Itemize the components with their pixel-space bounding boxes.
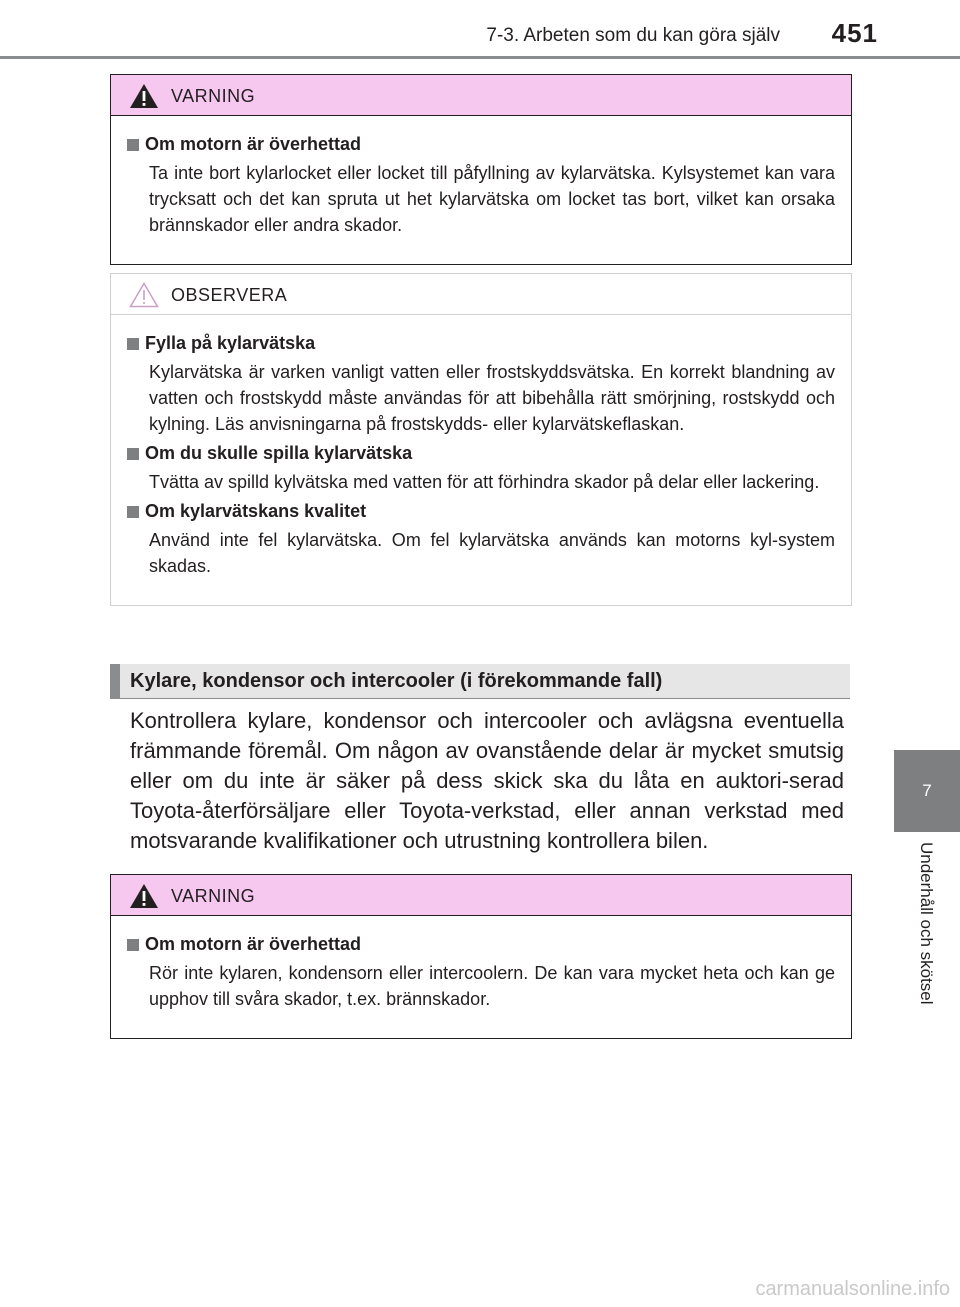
item-text: Ta inte bort kylarlocket eller locket till påfyllning av kylarvätska. Kylsystemet kan vara trycksatt och det kan spruta ut het kylarvätska om locket tas bort, vilket kan orsaka brännskador eller andra skador. bbox=[149, 163, 835, 235]
item-heading bbox=[127, 134, 835, 155]
notice-box bbox=[110, 273, 852, 606]
item-text: Tvätta av spilld kylvätska med vatten för att förhindra skador på delar eller lackering. bbox=[149, 472, 820, 492]
item-heading bbox=[127, 501, 835, 522]
item-text: Rör inte kylaren, kondensorn eller intercoolern. De kan vara mycket heta och kan ge upphov till svåra skador, t.ex. brännskador. bbox=[149, 963, 835, 1009]
page-number: 451 bbox=[831, 18, 878, 48]
warning-box bbox=[110, 874, 852, 1039]
section-title: Kylare, kondensor och intercooler (i förekommande fall) bbox=[130, 670, 663, 692]
warning-title: VARNING bbox=[171, 886, 256, 906]
caution-triangle-icon bbox=[129, 282, 159, 308]
item-heading bbox=[127, 443, 835, 464]
notice-box-header bbox=[111, 274, 851, 315]
notice-title: OBSERVERA bbox=[171, 285, 288, 305]
warning-box bbox=[110, 74, 852, 265]
item-text: Använd inte fel kylarvätska. Om fel kylarvätska används kan motorns kyl-system skadas. bbox=[149, 530, 835, 576]
item-heading-text: Om du skulle spilla kylarvätska bbox=[145, 443, 413, 463]
warning-box-header bbox=[111, 75, 851, 116]
chapter-label: Underhåll och skötsel bbox=[917, 842, 936, 1005]
header-rule bbox=[0, 56, 960, 59]
running-header-title: 7-3. Arbeten som du kan göra själv bbox=[486, 25, 780, 46]
item-heading-text: Om kylarvätskans kvalitet bbox=[145, 501, 367, 521]
square-bullet-icon bbox=[127, 939, 139, 951]
section-paragraph: Kontrollera kylare, kondensor och intercooler och avlägsna eventuella främmande föremål. Om någon av ovanstående delar är mycket smutsig eller om du inte är säker på dess skick ska du låta en auktori-serad Toyota-återförsäljare eller Toyota-verkstad, eller annan verkstad med motsvarande kvalifikationer och utrustning kontrollera bilen. bbox=[130, 708, 844, 853]
square-bullet-icon bbox=[127, 338, 139, 350]
square-bullet-icon bbox=[127, 448, 139, 460]
watermark: carmanualsonline.info bbox=[755, 1278, 950, 1300]
item-heading-text: Om motorn är överhettad bbox=[145, 134, 362, 154]
warning-triangle-icon bbox=[129, 83, 159, 109]
chapter-tab: 7 bbox=[894, 750, 960, 832]
item-heading-text: Om motorn är överhettad bbox=[145, 934, 362, 954]
section-accent bbox=[110, 664, 120, 698]
item-text: Kylarvätska är varken vanligt vatten eller frostskyddsvätska. En korrekt blandning av vatten och frostskydd måste användas för att bibehålla rätt smörjning, rostskydd och kylning. Läs anvisningarna på frostskydds- eller kylarvätskeflaskan. bbox=[149, 362, 835, 434]
page-header bbox=[0, 0, 960, 58]
warning-triangle-icon bbox=[129, 883, 159, 909]
square-bullet-icon bbox=[127, 139, 139, 151]
warning-title: VARNING bbox=[171, 86, 256, 106]
warning-box-header bbox=[111, 875, 851, 916]
square-bullet-icon bbox=[127, 506, 139, 518]
item-heading bbox=[127, 333, 835, 354]
item-heading bbox=[127, 934, 835, 955]
section-heading bbox=[110, 664, 850, 699]
item-heading-text: Fylla på kylarvätska bbox=[145, 333, 316, 353]
